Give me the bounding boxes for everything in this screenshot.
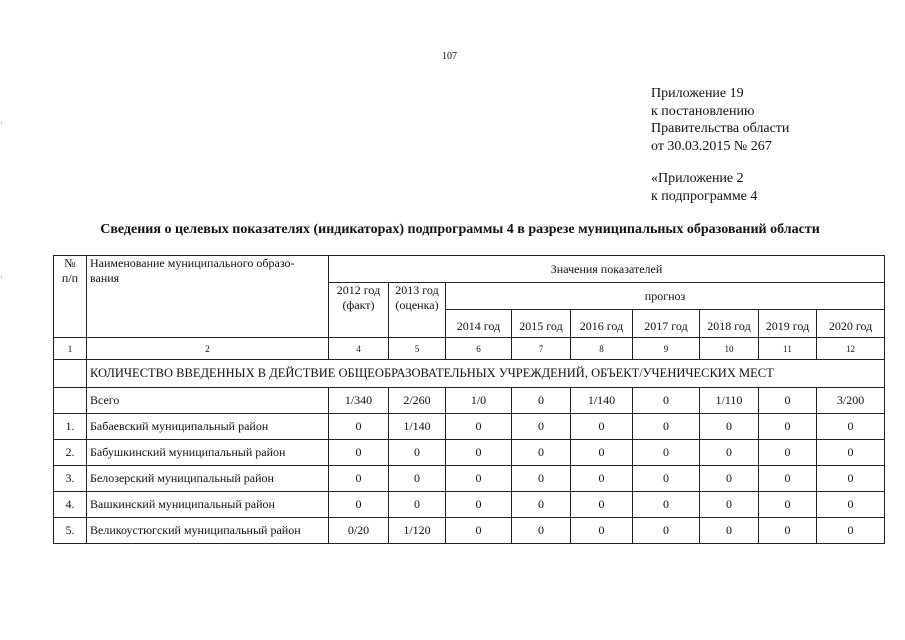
header-number bbox=[54, 256, 87, 338]
column-number: 11 bbox=[759, 338, 817, 360]
header-year-2013 bbox=[389, 283, 446, 338]
indicator-value: 0 bbox=[446, 440, 512, 466]
indicator-value: 1/0 bbox=[446, 388, 512, 414]
municipality-name: Вашкинский муниципальный район bbox=[87, 492, 329, 518]
header-forecast: прогноз bbox=[446, 283, 885, 310]
municipality-name: Белозерский муниципальный район bbox=[87, 466, 329, 492]
indicator-value: 0 bbox=[817, 440, 885, 466]
indicator-value: 2/260 bbox=[389, 388, 446, 414]
indicator-value: 0 bbox=[759, 518, 817, 544]
indicator-value: 3/200 bbox=[817, 388, 885, 414]
header-forecast-year: 2014 год bbox=[446, 310, 512, 338]
row-number: 5. bbox=[54, 518, 87, 544]
municipality-name: Великоустюгский муниципальный район bbox=[87, 518, 329, 544]
column-number: 4 bbox=[329, 338, 389, 360]
indicator-value: 0 bbox=[389, 466, 446, 492]
indicator-value: 0 bbox=[633, 518, 700, 544]
indicator-value: 0 bbox=[759, 466, 817, 492]
indicator-value: 0 bbox=[700, 518, 759, 544]
header-values: Значения показателей bbox=[329, 256, 885, 283]
indicator-value: 0 bbox=[512, 518, 571, 544]
indicator-value: 0 bbox=[759, 414, 817, 440]
header-forecast-year: 2015 год bbox=[512, 310, 571, 338]
column-number: 9 bbox=[633, 338, 700, 360]
column-number: 10 bbox=[700, 338, 759, 360]
appendix-line: к постановлению bbox=[651, 103, 755, 119]
column-number: 5 bbox=[389, 338, 446, 360]
total-row bbox=[54, 388, 885, 414]
indicator-value: 1/110 bbox=[700, 388, 759, 414]
indicator-value: 0 bbox=[446, 414, 512, 440]
indicator-value: 0 bbox=[759, 440, 817, 466]
header-forecast-year: 2019 год bbox=[759, 310, 817, 338]
indicator-value: 0 bbox=[633, 414, 700, 440]
header-year-2012 bbox=[329, 283, 389, 338]
row-number: 4. bbox=[54, 492, 87, 518]
column-number: 7 bbox=[512, 338, 571, 360]
indicators-table bbox=[53, 255, 885, 544]
document-title: Сведения о целевых показателях (индикаторах) подпрограммы 4 в разрезе муниципальных образований области bbox=[100, 222, 820, 237]
indicator-value: 0 bbox=[512, 440, 571, 466]
indicator-value: 0 bbox=[329, 414, 389, 440]
indicator-value: 0 bbox=[446, 466, 512, 492]
indicator-value: 0 bbox=[817, 492, 885, 518]
appendix-line: Приложение 19 bbox=[651, 86, 744, 101]
indicator-value: 0 bbox=[571, 440, 633, 466]
column-number: 2 bbox=[87, 338, 329, 360]
indicator-value: 0 bbox=[512, 492, 571, 518]
indicator-value: 0 bbox=[759, 388, 817, 414]
indicator-value: 0 bbox=[817, 518, 885, 544]
table-row bbox=[54, 518, 885, 544]
scan-margin-mark: · bbox=[0, 272, 3, 282]
row-number: 3. bbox=[54, 466, 87, 492]
header-year-line: (оценка) bbox=[395, 298, 439, 312]
municipality-name: Всего bbox=[87, 388, 329, 414]
appendix-line: «Приложение 2 bbox=[651, 171, 744, 186]
indicator-value: 1/120 bbox=[389, 518, 446, 544]
indicator-value: 0 bbox=[329, 440, 389, 466]
row-number bbox=[54, 388, 87, 414]
appendix-reference bbox=[651, 85, 789, 155]
header-name-line: вания bbox=[90, 271, 120, 285]
indicator-value: 0 bbox=[817, 414, 885, 440]
header-forecast-year: 2017 год bbox=[633, 310, 700, 338]
header-number-line: п/п bbox=[61, 271, 79, 285]
section-title: КОЛИЧЕСТВО ВВЕДЕННЫХ В ДЕЙСТВИЕ ОБЩЕОБРАЗОВАТЕЛЬНЫХ УЧРЕЖДЕНИЙ, ОБЪЕКТ/УЧЕНИЧЕСКИХ МЕСТ bbox=[87, 360, 885, 388]
indicator-value: 0 bbox=[446, 492, 512, 518]
indicator-value: 0 bbox=[759, 492, 817, 518]
column-number: 8 bbox=[571, 338, 633, 360]
indicator-value: 0 bbox=[389, 492, 446, 518]
header-year-line: 2012 год bbox=[336, 283, 381, 297]
indicator-value: 0 bbox=[571, 518, 633, 544]
appendix-line: Правительства области bbox=[651, 121, 790, 136]
header-year-line: 2013 год bbox=[395, 283, 439, 297]
table-row bbox=[54, 466, 885, 492]
table-row bbox=[54, 440, 885, 466]
header-name bbox=[87, 256, 329, 338]
municipality-name: Бабушкинский муниципальный район bbox=[87, 440, 329, 466]
header-forecast-year: 2016 год bbox=[571, 310, 633, 338]
indicator-value: 0 bbox=[446, 518, 512, 544]
indicator-value: 0 bbox=[633, 492, 700, 518]
column-number: 6 bbox=[446, 338, 512, 360]
indicator-value: 0 bbox=[571, 466, 633, 492]
header-forecast-year: 2020 год bbox=[817, 310, 885, 338]
indicator-value: 1/140 bbox=[571, 388, 633, 414]
indicator-value: 0 bbox=[512, 466, 571, 492]
indicator-value: 0 bbox=[512, 388, 571, 414]
indicator-value: 1/340 bbox=[329, 388, 389, 414]
page-number: 107 bbox=[442, 51, 457, 62]
indicator-value: 0 bbox=[633, 388, 700, 414]
indicator-value: 0 bbox=[329, 492, 389, 518]
header-year-line: (факт) bbox=[342, 298, 375, 312]
indicator-value: 0 bbox=[700, 440, 759, 466]
table-row bbox=[54, 492, 885, 518]
indicator-value: 0 bbox=[571, 414, 633, 440]
appendix-line: от 30.03.2015 № 267 bbox=[651, 138, 772, 154]
indicator-value: 0 bbox=[817, 466, 885, 492]
subprogram-appendix-reference bbox=[651, 170, 757, 205]
header-number-line: № bbox=[64, 256, 76, 270]
row-number: 2. bbox=[54, 440, 87, 466]
indicator-value: 0 bbox=[329, 466, 389, 492]
table-row bbox=[54, 414, 885, 440]
indicator-value: 0/20 bbox=[329, 518, 389, 544]
indicator-value: 0 bbox=[389, 440, 446, 466]
row-number: 1. bbox=[54, 414, 87, 440]
indicator-value: 0 bbox=[633, 440, 700, 466]
header-name-line: Наименование муниципального образо- bbox=[90, 256, 295, 270]
indicator-value: 0 bbox=[700, 414, 759, 440]
indicator-value: 0 bbox=[571, 492, 633, 518]
section-number-cell bbox=[54, 360, 87, 388]
indicator-value: 1/140 bbox=[389, 414, 446, 440]
column-number: 12 bbox=[817, 338, 885, 360]
indicator-value: 0 bbox=[700, 492, 759, 518]
header-forecast-year: 2018 год bbox=[700, 310, 759, 338]
indicator-value: 0 bbox=[512, 414, 571, 440]
indicator-value: 0 bbox=[700, 466, 759, 492]
column-number: 1 bbox=[54, 338, 87, 360]
municipality-name: Бабаевский муниципальный район bbox=[87, 414, 329, 440]
appendix-line: к подпрограмме 4 bbox=[651, 188, 758, 204]
scan-margin-mark: · bbox=[0, 118, 3, 128]
indicator-value: 0 bbox=[633, 466, 700, 492]
